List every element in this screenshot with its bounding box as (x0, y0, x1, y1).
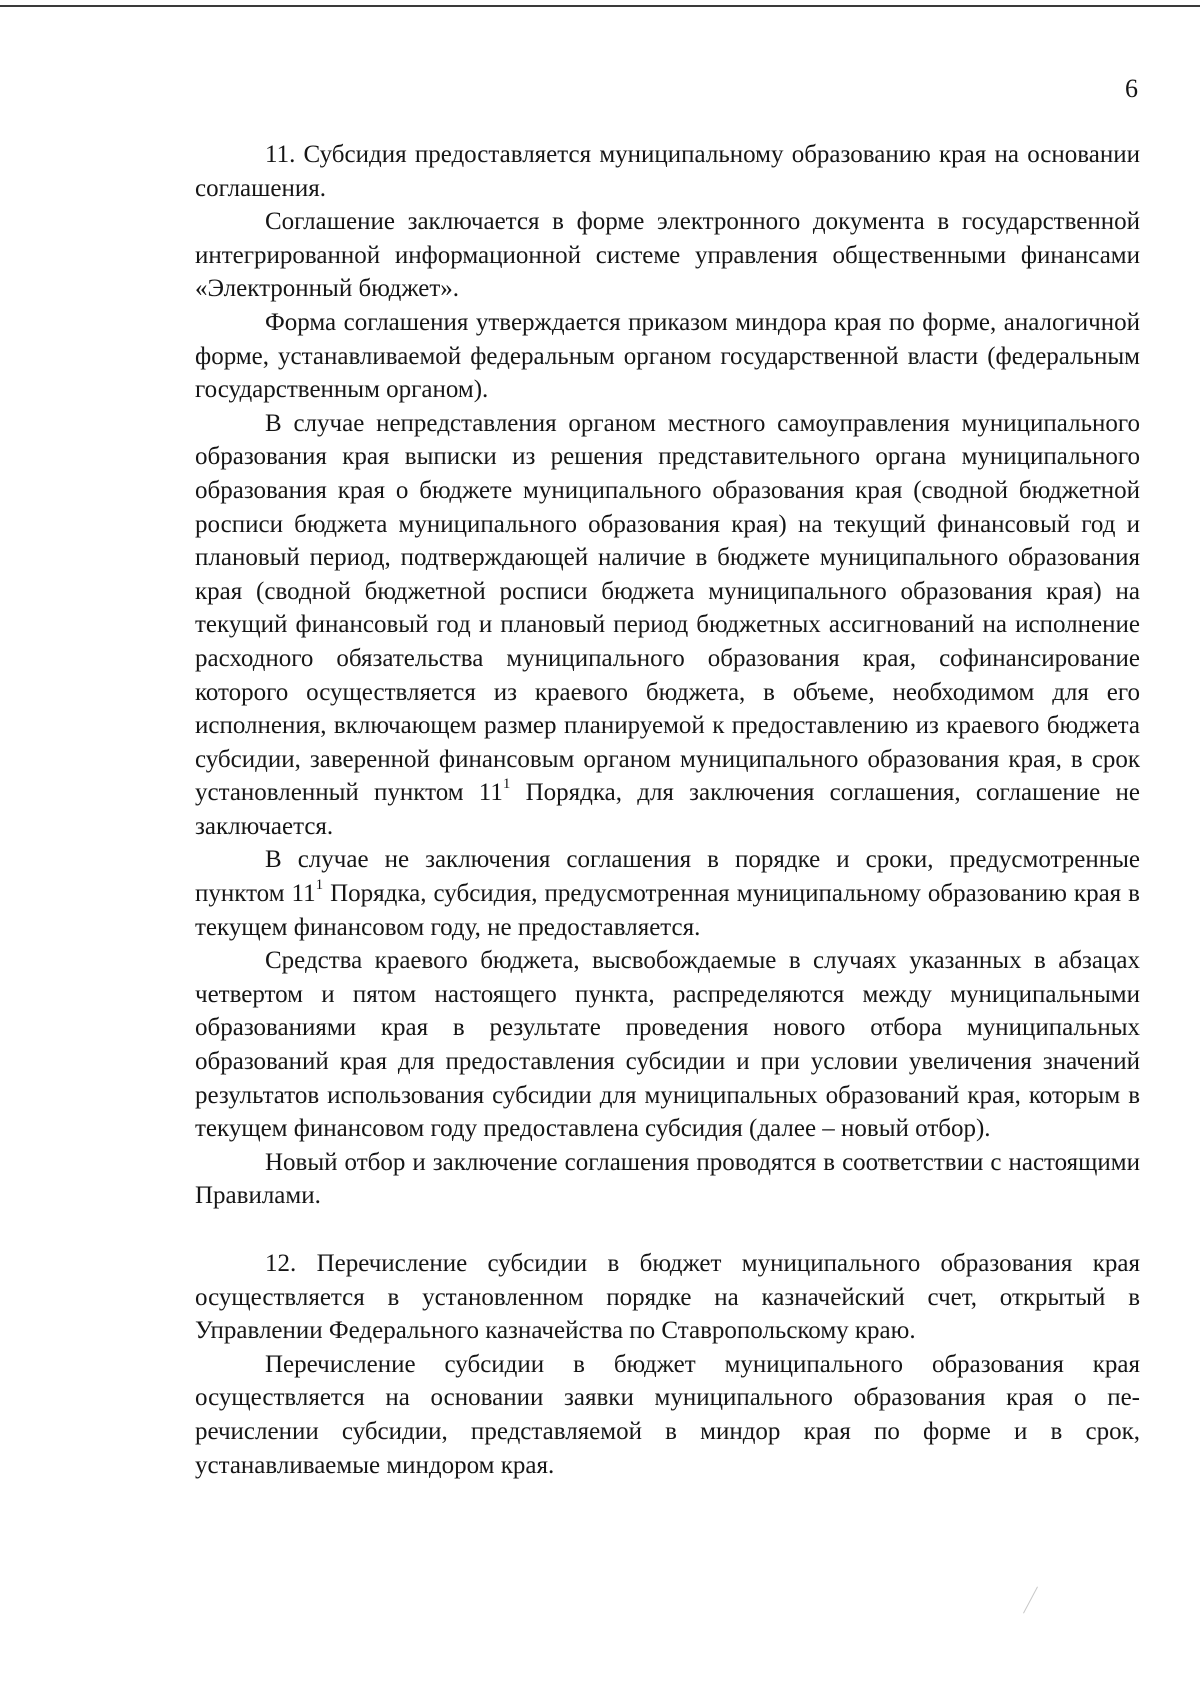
paragraph-11-intro: 11. Субсидия предоставляется муниципальному образованию края на основании соглашения. (195, 141, 1140, 202)
paragraph-transfer-request: Перечисление субсидии в бюджет муниципального образования края осуществляется на основании заявки муниципального образования края о перечислении субсидии, представляемой в миндор края по форме и в срок, устанавливаемые миндором края. (195, 1350, 1140, 1479)
paragraph-non-submission (195, 407, 1140, 844)
paragraph-non-submission-tail: Порядка, для заключения соглашения, соглашение не заключается. (195, 779, 1140, 840)
paragraph-new-selection: Новый отбор и заключение соглашения проводятся в соответствии с настоящими Правилами. (195, 1148, 1140, 1210)
superscript-mark: 1 (315, 876, 324, 893)
page-number: 6 (1125, 74, 1138, 103)
paragraph-non-conclusion (195, 843, 1140, 944)
paragraph-non-conclusion-text: В случае не заключения соглашения в порядке и сроки, предусмотренные пунктом 11 (195, 846, 1140, 908)
paragraph-released-funds: Средства краевого бюджета, высвобождаемые в случаях указанных в абзацах четвертом и пятом настоящего пункта, распределяются между муниципальными образованиями края в результате проведения нового отбора муниципальных образований края для предоставления субсидии и при условии увеличения значений результатов использования субсидии для муниципальных образований края, которым в текущем финансовом году предоставлена субсидия (далее – новый отбор). (195, 947, 1140, 1143)
paragraph-agreement-approval: Форма соглашения утверждается приказом миндора края по форме, аналогичной форме, устанавливаемой федеральным органом государственной власти (федеральным государственным органом). (195, 308, 1140, 404)
document-body (195, 138, 1140, 1482)
paragraph-agreement-form: Соглашение заключается в форме электронного документа в государственной интегрированной информационной системе управления общественными финансами «Электронный бюджет». (195, 208, 1140, 303)
scan-artifact-line (1023, 1587, 1038, 1614)
paragraph-non-submission-text: В случае непредставления органом местного самоуправления муниципального образования края выписки из решения представительного органа муниципального образования края о бюджете муниципального образования края (сводной бюджетной росписи бюджета муниципального образования края) на текущий финансовый год и плановый период, подтверждающей наличие в бюджете муниципального образования края (сводной бюджетной росписи бюджета муниципального образования края) на текущий финансовый год и плановый период бюджетных ассигнований на исполнение расходного обязательства муниципального образования края, софинансирование которого осуществляется из краевого бюджета, в объеме, необходимом для его исполнения, включающем размер планируемой к предоставлению из краевого бюджета субсидии, заверенной финансовым органом муниципального образования края, в срок установленный пунктом 11 (195, 409, 1140, 807)
paragraph-12-transfer: 12. Перечисление субсидии в бюджет муниципального образования края осуществляется в установленном порядке на казначейский счет, открытый в Управлении Федерального казначейства по Ставропольскому краю. (195, 1250, 1140, 1345)
superscript-mark: 1 (502, 775, 511, 792)
top-border-line (0, 5, 1200, 7)
paragraph-non-conclusion-tail: Порядка, субсидия, предусмотренная муниципальному образованию края в текущем финансовом году, не предоставляется. (195, 880, 1140, 941)
